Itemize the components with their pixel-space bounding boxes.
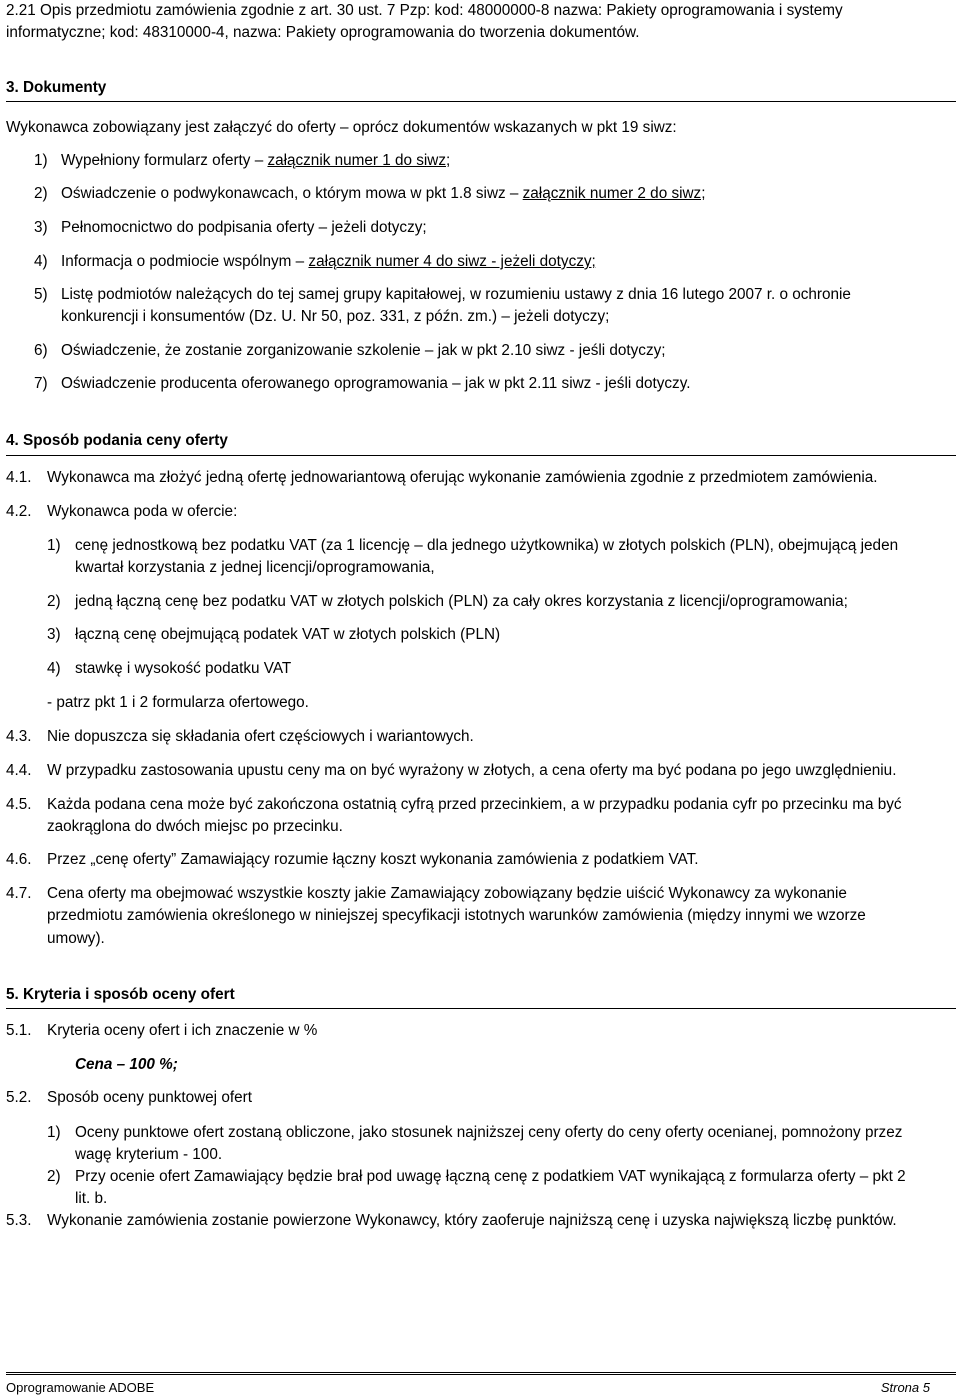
p52-text: Sposób oceny punktowej ofert xyxy=(47,1089,252,1106)
s3-item-5-line-2: konkurencji i konsumentów (Dz. U. Nr 50, poz. 331, z późn. zm.) – jeżeli dotyczy; xyxy=(61,308,610,325)
s3-item-6: Oświadczenie, że zostanie zorganizowanie szkolenie – jak w pkt 2.10 siwz - jeśli dotyczy; xyxy=(61,342,666,359)
s4-item-1-num: 1) xyxy=(47,537,61,554)
p45-line-1: Każda podana cena może być zakończona ostatnią cyfrą przed przecinkiem, a w przypadku podania cyfr po przecinku ma być xyxy=(47,796,902,813)
p45-line-2: zaokrąglona do dwóch miejsc po przecinku. xyxy=(47,818,343,835)
s3-item-5-num: 5) xyxy=(34,286,48,303)
intro-line-2: informatyczne; kod: 48310000-4, nazwa: Pakiety oprogramowania do tworzenia dokumentów. xyxy=(6,24,640,41)
s3-item-4 xyxy=(61,251,596,273)
p47-line-2: przedmiotu zamówienia określonego w niniejszej specyfikacji istotnych warunków zamówienia (między innymi we wzorze xyxy=(47,907,866,924)
p43-num: 4.3. xyxy=(6,728,32,745)
p51-text: Kryteria oceny ofert i ich znaczenie w % xyxy=(47,1022,318,1039)
s5-item-1-line-1: Oceny punktowe ofert zostaną obliczone, jako stosunek najniższej ceny oferty do ceny oferty ocenianej, pomnożony przez xyxy=(75,1124,903,1141)
p41-text: Wykonawca ma złożyć jedną ofertę jednowariantową oferując wykonanie zamówienia zgodnie z przedmiotem zamówienia. xyxy=(47,469,878,486)
footer-rule-2 xyxy=(6,1374,956,1375)
s4-item-2: jedną łączną cenę bez podatku VAT w złotych polskich (PLN) za cały okres korzystania z licencji/oprogramowania; xyxy=(75,593,848,610)
p42-num: 4.2. xyxy=(6,503,32,520)
section-3-rule xyxy=(6,101,956,102)
s3-item-3-num: 3) xyxy=(34,219,48,236)
s3-item-2-num: 2) xyxy=(34,185,48,202)
section-3-heading: 3. Dokumenty xyxy=(6,79,107,96)
p52-num: 5.2. xyxy=(6,1089,32,1106)
footer-rule xyxy=(6,1372,956,1373)
s4-item-4-num: 4) xyxy=(47,660,61,677)
s3-item-3: Pełnomocnictwo do podpisania oferty – jeżeli dotyczy; xyxy=(61,219,427,236)
p44-num: 4.4. xyxy=(6,762,32,779)
s4-item-3-num: 3) xyxy=(47,626,61,643)
p53-num: 5.3. xyxy=(6,1212,32,1229)
s3-item-7: Oświadczenie producenta oferowanego oprogramowania – jak w pkt 2.11 siwz - jeśli dotyczy. xyxy=(61,375,691,392)
s5-item-2-line-1: Przy ocenie ofert Zamawiający będzie brał pod uwagę łączną cenę z podatkiem VAT wynikającą z formularza oferty – pkt 2 xyxy=(75,1168,906,1185)
s5-item-2-line-2: lit. b. xyxy=(75,1190,108,1207)
s3-item-1 xyxy=(61,150,450,172)
p41-num: 4.1. xyxy=(6,469,32,486)
p46-num: 4.6. xyxy=(6,851,32,868)
p47-line-3: umowy). xyxy=(47,930,105,947)
attachment-4-link[interactable]: załącznik numer 4 do siwz - jeżeli dotyczy; xyxy=(308,253,596,270)
footer-page-number: Strona 5 xyxy=(880,1380,930,1395)
section-4-heading: 4. Sposób podania ceny oferty xyxy=(6,432,228,449)
s3-item-7-num: 7) xyxy=(34,375,48,392)
p42-text: Wykonawca poda w ofercie: xyxy=(47,503,238,520)
attachment-1-link[interactable]: załącznik numer 1 do siwz xyxy=(267,152,446,169)
attachment-2-link[interactable]: załącznik numer 2 do siwz; xyxy=(522,185,706,202)
s4-item-1-line-1: cenę jednostkową bez podatku VAT (za 1 licencję – dla jednego użytkownika) w złotych polskich (PLN), obejmującą jeden xyxy=(75,537,899,554)
footer-left: Oprogramowanie ADOBE xyxy=(6,1380,155,1395)
p44-text: W przypadku zastosowania upustu ceny ma on być wyrażony w złotych, a cena oferty ma być podana po jego uwzględnieniu. xyxy=(47,762,897,779)
p51-num: 5.1. xyxy=(6,1022,32,1039)
s5-item-2-num: 2) xyxy=(47,1168,61,1185)
s4-item-1-line-2: kwartał korzystania z jednej licencji/oprogramowania, xyxy=(75,559,435,576)
p45-num: 4.5. xyxy=(6,796,32,813)
intro-line-1: 2.21 Opis przedmiotu zamówienia zgodnie z art. 30 ust. 7 Pzp: kod: 48000000-8 nazwa: Pakiety oprogramowania i systemy xyxy=(6,2,843,19)
s4-note: - patrz pkt 1 i 2 formularza ofertowego. xyxy=(47,694,309,711)
s3-item-4-num: 4) xyxy=(34,253,48,270)
s3-item-5-line-1: Listę podmiotów należących do tej samej grupy kapitałowej, w rozumieniu ustawy z dnia 16 lutego 2007 r. o ochronie xyxy=(61,286,851,303)
s4-item-2-num: 2) xyxy=(47,593,61,610)
s3-item-4-text: Informacja o podmiocie wspólnym – xyxy=(61,253,309,270)
p47-line-1: Cena oferty ma obejmować wszystkie koszty jakie Zamawiający zobowiązany będzie uiścić Wykonawcy za wykonanie xyxy=(47,885,847,902)
p47-num: 4.7. xyxy=(6,885,32,902)
p46-text: Przez „cenę oferty” Zamawiający rozumie łączny koszt wykonania zamówienia z podatkiem VAT. xyxy=(47,851,699,868)
s3-item-2 xyxy=(61,183,705,205)
s4-item-3: łączną cenę obejmującą podatek VAT w złotych polskich (PLN) xyxy=(75,626,501,643)
section-5-rule xyxy=(6,1008,956,1009)
criterion-price: Cena – 100 %; xyxy=(75,1056,178,1073)
s5-item-1-num: 1) xyxy=(47,1124,61,1141)
section-5-heading: 5. Kryteria i sposób oceny ofert xyxy=(6,986,235,1003)
s3-item-1-tail: ; xyxy=(446,152,451,169)
s4-item-4: stawkę i wysokość podatku VAT xyxy=(75,660,292,677)
section-3-lead: Wykonawca zobowiązany jest załączyć do oferty – oprócz dokumentów wskazanych w pkt 19 siwz: xyxy=(6,119,677,136)
s3-item-2-text: Oświadczenie o podwykonawcach, o którym mowa w pkt 1.8 siwz – xyxy=(61,185,523,202)
s5-item-1-line-2: wagę kryterium - 100. xyxy=(75,1146,223,1163)
s3-item-1-num: 1) xyxy=(34,152,48,169)
s3-item-6-num: 6) xyxy=(34,342,48,359)
p53-text: Wykonanie zamówienia zostanie powierzone Wykonawcy, który zaoferuje najniższą cenę i uzyska największą liczbę punktów. xyxy=(47,1212,897,1229)
s3-item-1-text: Wypełniony formularz oferty – xyxy=(61,152,268,169)
section-4-rule xyxy=(6,455,956,456)
p43-text: Nie dopuszcza się składania ofert częściowych i wariantowych. xyxy=(47,728,474,745)
